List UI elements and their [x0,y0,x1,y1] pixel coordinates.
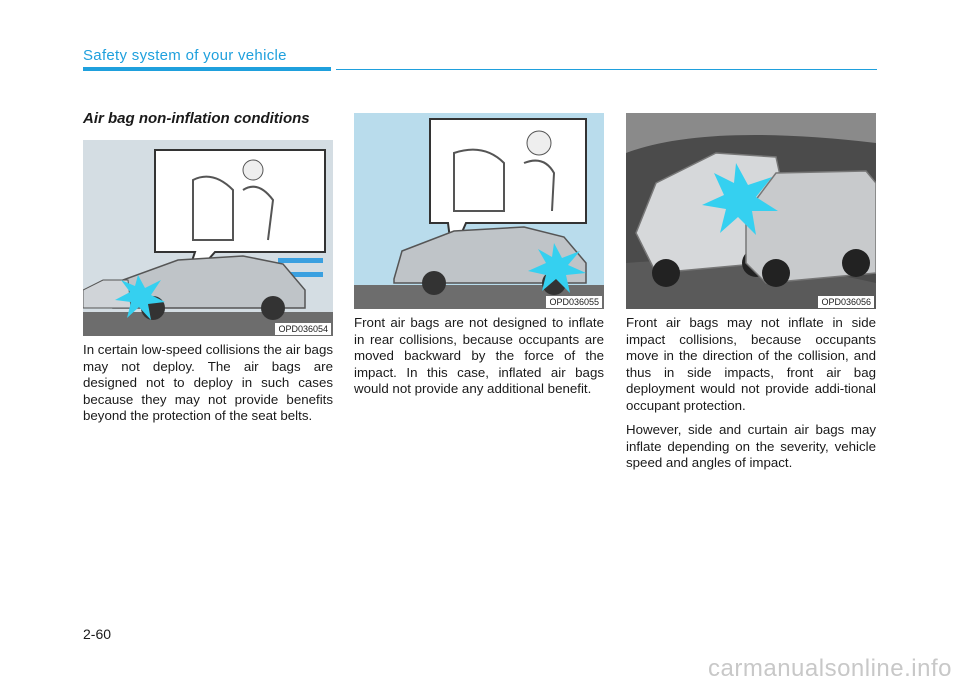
rear-collision-illustration [354,113,604,309]
figure-side-impact [626,113,876,309]
header-rule-thin [336,69,877,70]
section-heading: Air bag non-inflation conditions [83,110,310,127]
low-speed-collision-illustration [83,140,333,336]
figure-code: OPD036055 [546,296,602,308]
figure-code: OPD036054 [275,323,331,335]
side-impact-illustration [626,113,876,309]
page-number: 2-60 [83,626,112,642]
paragraph: In certain low-speed collisions the air bags may not deploy. The air bags are designed not to deploy in such cases because they may not provide benefits beyond the protection of the seat belts. [83,342,333,423]
paragraph: However, side and curtain air bags may inflate depending on the severity, vehicle speed and angles of impact. [626,422,876,470]
column-side-impact [626,113,876,472]
paragraph: Front air bags may not inflate in side impact collisions, because occupants move in the direction of the collision, and thus in side impacts, front air bag deployment would not provide addi-tional occupant protection. [626,315,876,413]
column-low-speed [83,110,333,425]
figure-low-speed-collision [83,140,333,336]
paragraph: Front air bags are not designed to inflate in rear collisions, because occupants are moved backward by the force of the impact. In this case, inflated air bags would not provide any additional benefit. [354,315,604,396]
header-rule-thick [83,67,331,71]
watermark: carmanualsonline.info [708,655,952,682]
section-header: Safety system of your vehicle [83,47,287,64]
column-rear-collision [354,113,604,398]
figure-rear-collision [354,113,604,309]
figure-code: OPD036056 [818,296,874,308]
